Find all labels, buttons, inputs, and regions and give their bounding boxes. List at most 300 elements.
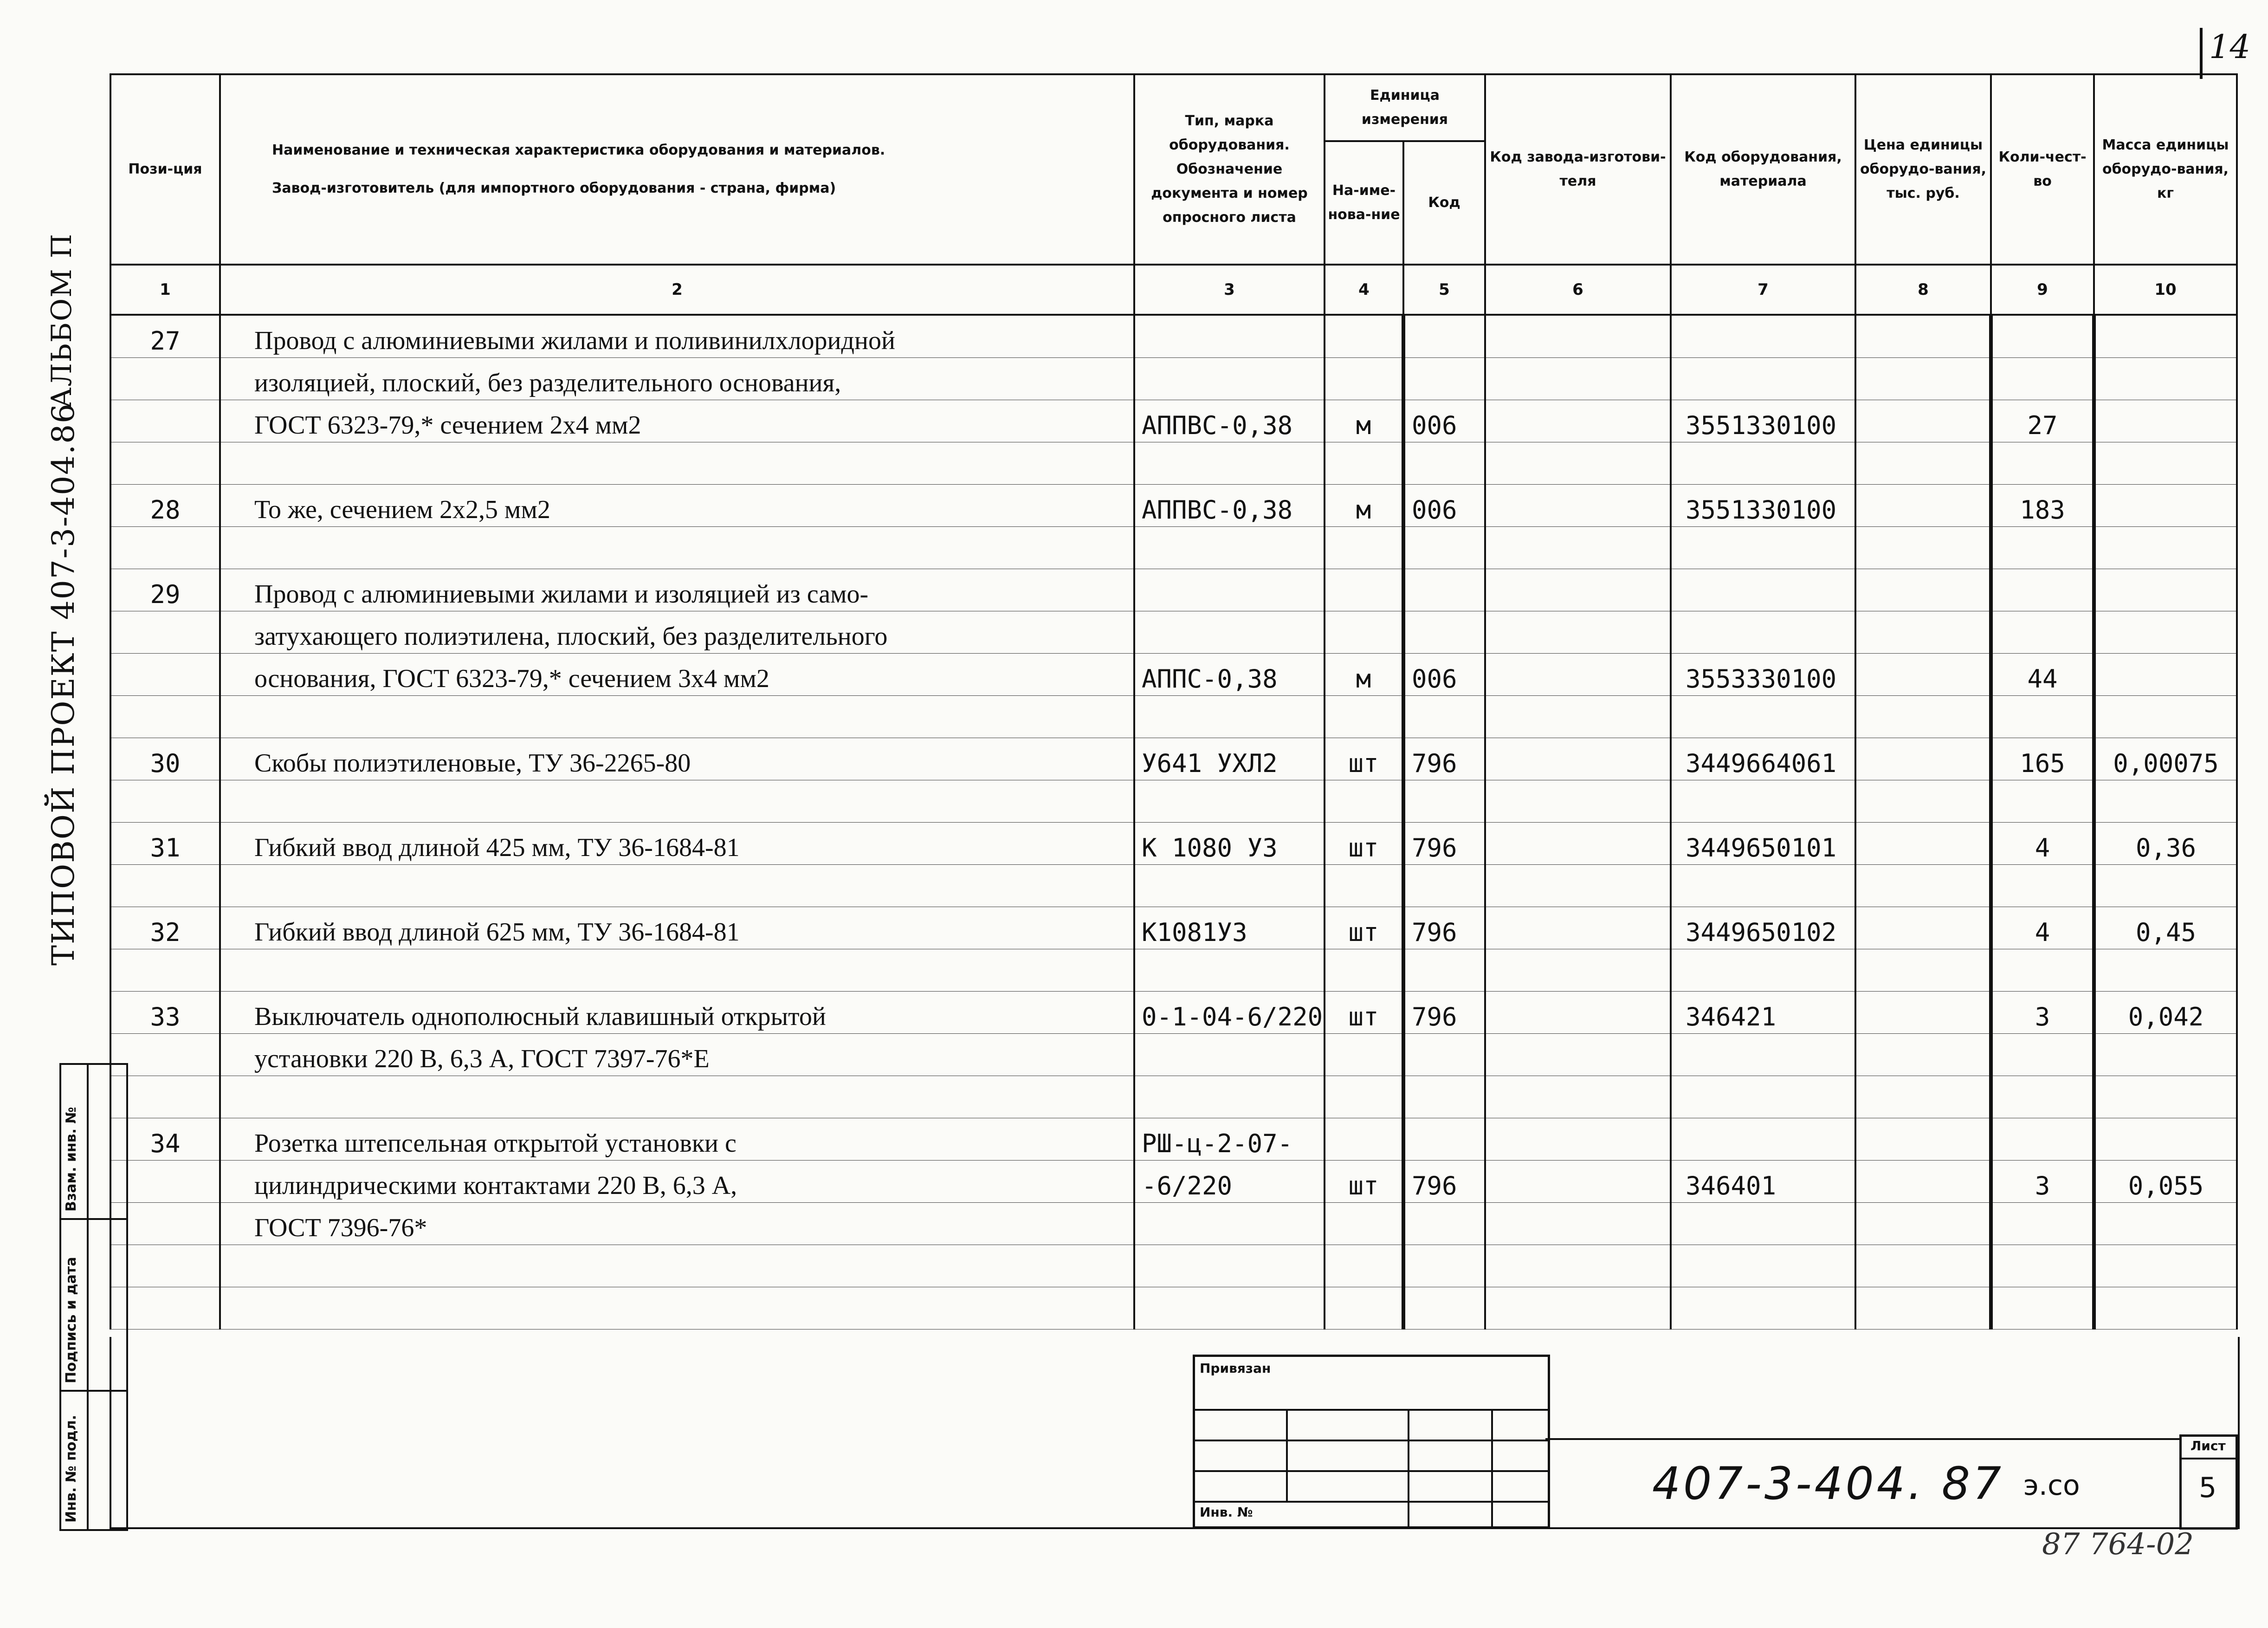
stamp-signature-label: Подпись и дата <box>63 1257 79 1383</box>
table-row <box>110 1161 2237 1203</box>
position-cell: 32 <box>110 907 220 949</box>
equipment-code-cell <box>1671 1287 1855 1330</box>
equipment-code-cell: 3449664061 <box>1671 738 1855 780</box>
position-cell <box>110 611 220 654</box>
name-cell: Провод с алюминиевыми жилами и изоляцией из само- <box>220 569 1134 611</box>
name-cell: затухающего полиэтилена, плоский, без разделительного <box>220 611 1134 654</box>
price-cell <box>1855 654 1991 696</box>
type-cell <box>1134 442 1325 485</box>
equipment-code-cell: 3551330100 <box>1671 485 1855 527</box>
unit-cell <box>1325 442 1403 485</box>
mass-cell <box>2094 1203 2237 1245</box>
table-row <box>110 738 2237 780</box>
position-cell <box>110 780 220 823</box>
type-cell <box>1134 611 1325 654</box>
factory-code-cell <box>1485 1034 1671 1076</box>
position-cell: 27 <box>110 315 220 358</box>
unit-code-cell <box>1403 949 1485 992</box>
factory-code-cell <box>1485 611 1671 654</box>
position-cell <box>110 696 220 738</box>
name-cell: То же, сечением 2х2,5 мм2 <box>220 485 1134 527</box>
position-cell: 28 <box>110 485 220 527</box>
mass-cell <box>2094 1118 2237 1161</box>
price-cell <box>1855 823 1991 865</box>
unit-code-cell <box>1403 442 1485 485</box>
sheet-code: э.со <box>2023 1469 2080 1502</box>
mass-cell: 0,00075 <box>2094 738 2237 780</box>
type-cell <box>1134 1287 1325 1330</box>
factory-code-cell <box>1485 315 1671 358</box>
position-cell <box>110 949 220 992</box>
factory-code-cell <box>1485 358 1671 400</box>
position-cell <box>110 442 220 485</box>
price-cell <box>1855 1161 1991 1203</box>
name-cell <box>220 1287 1134 1330</box>
table-row <box>110 527 2237 569</box>
column-number: 4 <box>1325 265 1403 315</box>
header-factory-code: Код завода-изготови-теля <box>1485 74 1671 265</box>
page-number-bar <box>2200 28 2203 79</box>
table-row <box>110 907 2237 949</box>
column-number: 7 <box>1671 265 1855 315</box>
column-number: 10 <box>2094 265 2237 315</box>
unit-cell <box>1325 611 1403 654</box>
position-cell <box>110 527 220 569</box>
unit-code-cell: 796 <box>1403 823 1485 865</box>
quantity-cell: 3 <box>1991 1161 2094 1203</box>
sheet-number: 5 <box>2199 1472 2217 1504</box>
quantity-cell <box>1991 696 2094 738</box>
unit-cell <box>1325 865 1403 907</box>
unit-code-cell <box>1403 611 1485 654</box>
factory-code-cell <box>1485 1161 1671 1203</box>
name-cell <box>220 780 1134 823</box>
unit-code-cell: 796 <box>1403 992 1485 1034</box>
factory-code-cell <box>1485 1245 1671 1287</box>
unit-cell: шт <box>1325 992 1403 1034</box>
unit-code-cell: 796 <box>1403 907 1485 949</box>
column-number: 2 <box>220 265 1134 315</box>
equipment-code-cell <box>1671 949 1855 992</box>
equipment-code-cell <box>1671 1118 1855 1161</box>
mass-cell: 0,055 <box>2094 1161 2237 1203</box>
album-label: АЛЬБОМ П <box>45 233 78 409</box>
header-name <box>220 74 1134 265</box>
table-row <box>110 611 2237 654</box>
quantity-cell <box>1991 611 2094 654</box>
type-cell <box>1134 780 1325 823</box>
equipment-code-cell <box>1671 442 1855 485</box>
position-cell: 31 <box>110 823 220 865</box>
quantity-cell: 165 <box>1991 738 2094 780</box>
unit-cell: м <box>1325 400 1403 442</box>
name-cell: Розетка штепсельная открытой установки с <box>220 1118 1134 1161</box>
mass-cell <box>2094 611 2237 654</box>
table-row <box>110 400 2237 442</box>
project-label: ТИПОВОЙ ПРОЕКТ 407-3-404.86 <box>45 402 81 966</box>
factory-code-cell <box>1485 527 1671 569</box>
equipment-code-cell <box>1671 358 1855 400</box>
sheet-box-divider <box>2179 1458 2236 1459</box>
column-number: 6 <box>1485 265 1671 315</box>
name-cell: Гибкий ввод длиной 425 мм, ТУ 36-1684-81 <box>220 823 1134 865</box>
table-row <box>110 315 2237 358</box>
unit-code-cell <box>1403 696 1485 738</box>
unit-code-cell <box>1403 1076 1485 1118</box>
position-cell <box>110 865 220 907</box>
type-cell <box>1134 358 1325 400</box>
name-cell: Выключатель однополюсный клавишный открытой <box>220 992 1134 1034</box>
table-row <box>110 949 2237 992</box>
equipment-code-cell <box>1671 1245 1855 1287</box>
type-cell: АППВС-0,38 <box>1134 400 1325 442</box>
type-cell <box>1134 527 1325 569</box>
unit-cell <box>1325 527 1403 569</box>
unit-code-cell: 006 <box>1403 654 1485 696</box>
header-unit-code: Код <box>1403 141 1485 265</box>
quantity-cell <box>1991 1245 2094 1287</box>
mass-cell <box>2094 1034 2237 1076</box>
unit-cell <box>1325 1034 1403 1076</box>
unit-code-cell <box>1403 358 1485 400</box>
unit-cell: шт <box>1325 738 1403 780</box>
price-cell <box>1855 907 1991 949</box>
quantity-cell <box>1991 1034 2094 1076</box>
factory-code-cell <box>1485 992 1671 1034</box>
table-row <box>110 1203 2237 1245</box>
unit-cell: шт <box>1325 907 1403 949</box>
equipment-code-cell <box>1671 569 1855 611</box>
factory-code-cell <box>1485 654 1671 696</box>
header-unit: Единица измерения <box>1325 74 1485 141</box>
quantity-cell <box>1991 315 2094 358</box>
name-cell <box>220 696 1134 738</box>
unit-code-cell <box>1403 1034 1485 1076</box>
table-row <box>110 1076 2237 1118</box>
quantity-cell: 4 <box>1991 907 2094 949</box>
table-row <box>110 442 2237 485</box>
table-row <box>110 654 2237 696</box>
factory-code-cell <box>1485 738 1671 780</box>
unit-cell <box>1325 315 1403 358</box>
table-row <box>110 865 2237 907</box>
factory-code-cell <box>1485 696 1671 738</box>
price-cell <box>1855 696 1991 738</box>
stamp-vzam-label: Взам. инв. № <box>63 1107 79 1212</box>
unit-cell <box>1325 1287 1403 1330</box>
specification-table <box>110 73 2238 1330</box>
column-number: 9 <box>1991 265 2094 315</box>
factory-code-cell <box>1485 907 1671 949</box>
position-cell: 34 <box>110 1118 220 1161</box>
position-cell: 33 <box>110 992 220 1034</box>
unit-cell <box>1325 696 1403 738</box>
mass-cell <box>2094 780 2237 823</box>
mass-cell <box>2094 696 2237 738</box>
sheet-label: Лист <box>2190 1438 2226 1453</box>
mass-cell <box>2094 527 2237 569</box>
equipment-code-cell <box>1671 1076 1855 1118</box>
equipment-code-cell <box>1671 696 1855 738</box>
table-row <box>110 1034 2237 1076</box>
unit-cell <box>1325 569 1403 611</box>
mass-cell <box>2094 654 2237 696</box>
header-type: Тип, марка оборудования. Обозначение документа и номер опросного листа <box>1134 74 1325 265</box>
factory-code-cell <box>1485 1118 1671 1161</box>
header-name-line2: Завод-изготовитель (для импортного оборудования - страна, фирма) <box>272 180 836 196</box>
table-row <box>110 569 2237 611</box>
column-number: 5 <box>1403 265 1485 315</box>
name-cell <box>220 527 1134 569</box>
price-cell <box>1855 442 1991 485</box>
factory-code-cell <box>1485 485 1671 527</box>
position-cell <box>110 358 220 400</box>
name-cell: ГОСТ 6323-79,* сечением 2х4 мм2 <box>220 400 1134 442</box>
name-cell <box>220 949 1134 992</box>
mass-cell <box>2094 485 2237 527</box>
privyazan-label: Привязан <box>1200 1361 1271 1376</box>
table-row <box>110 823 2237 865</box>
type-cell: 0-1-04-6/220 <box>1134 992 1325 1034</box>
type-cell <box>1134 1076 1325 1118</box>
type-cell <box>1134 1203 1325 1245</box>
unit-code-cell <box>1403 1118 1485 1161</box>
name-cell: Провод с алюминиевыми жилами и поливинилхлоридной <box>220 315 1134 358</box>
name-cell: основания, ГОСТ 6323-79,* сечением 3х4 мм2 <box>220 654 1134 696</box>
price-cell <box>1855 992 1991 1034</box>
name-cell <box>220 1076 1134 1118</box>
price-cell <box>1855 738 1991 780</box>
unit-cell: шт <box>1325 823 1403 865</box>
unit-code-cell <box>1403 865 1485 907</box>
price-cell <box>1855 611 1991 654</box>
equipment-code-cell: 3551330100 <box>1671 400 1855 442</box>
name-cell: цилиндрическими контактами 220 В, 6,3 А, <box>220 1161 1134 1203</box>
unit-cell <box>1325 949 1403 992</box>
document-number: 407-3-404. 87 <box>1652 1458 2004 1510</box>
quantity-cell <box>1991 1287 2094 1330</box>
type-cell: АППВС-0,38 <box>1134 485 1325 527</box>
position-cell <box>110 400 220 442</box>
quantity-cell: 44 <box>1991 654 2094 696</box>
factory-code-cell <box>1485 1287 1671 1330</box>
inv-no-label: Инв. № <box>1200 1505 1253 1520</box>
factory-code-cell <box>1485 780 1671 823</box>
quantity-cell <box>1991 527 2094 569</box>
equipment-code-cell <box>1671 865 1855 907</box>
quantity-cell <box>1991 1118 2094 1161</box>
price-cell <box>1855 1076 1991 1118</box>
type-cell: К1081У3 <box>1134 907 1325 949</box>
position-cell: 29 <box>110 569 220 611</box>
price-cell <box>1855 527 1991 569</box>
unit-code-cell: 796 <box>1403 738 1485 780</box>
price-cell <box>1855 315 1991 358</box>
price-cell <box>1855 780 1991 823</box>
equipment-code-cell: 3449650102 <box>1671 907 1855 949</box>
equipment-code-cell: 346401 <box>1671 1161 1855 1203</box>
unit-cell: м <box>1325 485 1403 527</box>
table-row <box>110 1118 2237 1161</box>
quantity-cell <box>1991 569 2094 611</box>
quantity-cell <box>1991 442 2094 485</box>
unit-code-cell <box>1403 1245 1485 1287</box>
price-cell <box>1855 1118 1991 1161</box>
equipment-code-cell <box>1671 611 1855 654</box>
quantity-cell <box>1991 865 2094 907</box>
mass-cell <box>2094 865 2237 907</box>
type-cell <box>1134 1245 1325 1287</box>
price-cell <box>1855 1203 1991 1245</box>
unit-cell <box>1325 1076 1403 1118</box>
title-block <box>1193 1355 1550 1529</box>
unit-cell: шт <box>1325 1161 1403 1203</box>
unit-code-cell <box>1403 315 1485 358</box>
mass-cell <box>2094 1287 2237 1330</box>
type-cell <box>1134 1034 1325 1076</box>
price-cell <box>1855 569 1991 611</box>
type-cell: АППС-0,38 <box>1134 654 1325 696</box>
unit-code-cell <box>1403 569 1485 611</box>
header-mass: Масса единицы оборудо-вания, кг <box>2094 74 2237 265</box>
unit-cell <box>1325 1118 1403 1161</box>
factory-code-cell <box>1485 865 1671 907</box>
type-cell <box>1134 949 1325 992</box>
specification-body <box>110 315 2237 1330</box>
unit-cell <box>1325 1203 1403 1245</box>
type-cell: -6/220 <box>1134 1161 1325 1203</box>
name-cell <box>220 442 1134 485</box>
mass-cell <box>2094 400 2237 442</box>
quantity-cell: 3 <box>1991 992 2094 1034</box>
name-cell: Скобы полиэтиленовые, ТУ 36-2265-80 <box>220 738 1134 780</box>
equipment-code-cell <box>1671 780 1855 823</box>
mass-cell <box>2094 442 2237 485</box>
equipment-code-cell <box>1671 315 1855 358</box>
column-number: 3 <box>1134 265 1325 315</box>
mass-cell <box>2094 949 2237 992</box>
factory-code-cell <box>1485 823 1671 865</box>
header-price: Цена единицы оборудо-вания, тыс. руб. <box>1855 74 1991 265</box>
equipment-code-cell: 3449650101 <box>1671 823 1855 865</box>
name-cell <box>220 1245 1134 1287</box>
quantity-cell <box>1991 1203 2094 1245</box>
page-number: 14 <box>2209 28 2251 66</box>
table-row <box>110 358 2237 400</box>
quantity-cell <box>1991 1076 2094 1118</box>
factory-code-cell <box>1485 400 1671 442</box>
quantity-cell <box>1991 949 2094 992</box>
price-cell <box>1855 485 1991 527</box>
name-cell: ГОСТ 7396-76* <box>220 1203 1134 1245</box>
unit-code-cell: 006 <box>1403 400 1485 442</box>
type-cell: К 1080 У3 <box>1134 823 1325 865</box>
stamp-inv-label: Инв. № подл. <box>63 1414 79 1523</box>
factory-code-cell <box>1485 1203 1671 1245</box>
type-cell <box>1134 696 1325 738</box>
table-row <box>110 1287 2237 1330</box>
table-row <box>110 485 2237 527</box>
price-cell <box>1855 1245 1991 1287</box>
quantity-cell: 4 <box>1991 823 2094 865</box>
equipment-code-cell <box>1671 527 1855 569</box>
column-number: 8 <box>1855 265 1991 315</box>
quantity-cell <box>1991 358 2094 400</box>
unit-code-cell <box>1403 1203 1485 1245</box>
unit-code-cell <box>1403 780 1485 823</box>
unit-code-cell: 796 <box>1403 1161 1485 1203</box>
mass-cell: 0,36 <box>2094 823 2237 865</box>
quantity-cell <box>1991 780 2094 823</box>
quantity-cell: 183 <box>1991 485 2094 527</box>
unit-code-cell: 006 <box>1403 485 1485 527</box>
price-cell <box>1855 1034 1991 1076</box>
column-number: 1 <box>110 265 220 315</box>
factory-code-cell <box>1485 1076 1671 1118</box>
header-quantity: Коли-чест-во <box>1991 74 2094 265</box>
price-cell <box>1855 1287 1991 1330</box>
type-cell <box>1134 569 1325 611</box>
price-cell <box>1855 358 1991 400</box>
handwritten-code: 87 764-02 <box>2042 1527 2194 1562</box>
unit-cell <box>1325 1245 1403 1287</box>
name-cell: Гибкий ввод длиной 625 мм, ТУ 36-1684-81 <box>220 907 1134 949</box>
mass-cell <box>2094 1245 2237 1287</box>
factory-code-cell <box>1485 949 1671 992</box>
quantity-cell: 27 <box>1991 400 2094 442</box>
equipment-code-cell <box>1671 1034 1855 1076</box>
unit-cell <box>1325 358 1403 400</box>
name-cell <box>220 865 1134 907</box>
mass-cell <box>2094 315 2237 358</box>
name-cell: установки 220 В, 6,3 А, ГОСТ 7397-76*Е <box>220 1034 1134 1076</box>
equipment-code-cell: 346421 <box>1671 992 1855 1034</box>
mass-cell: 0,45 <box>2094 907 2237 949</box>
header-equipment-code: Код оборудования, материала <box>1671 74 1855 265</box>
name-cell: изоляцией, плоский, без разделительного основания, <box>220 358 1134 400</box>
mass-cell <box>2094 569 2237 611</box>
header-position: Пози-ция <box>110 74 220 265</box>
header-unit-name: На-име-нова-ние <box>1325 141 1403 265</box>
table-row <box>110 1245 2237 1287</box>
price-cell <box>1855 865 1991 907</box>
unit-cell <box>1325 780 1403 823</box>
type-cell <box>1134 865 1325 907</box>
factory-code-cell <box>1485 442 1671 485</box>
equipment-code-cell: 3553330100 <box>1671 654 1855 696</box>
price-cell <box>1855 949 1991 992</box>
table-row <box>110 696 2237 738</box>
unit-code-cell <box>1403 1287 1485 1330</box>
position-cell: 30 <box>110 738 220 780</box>
unit-cell: м <box>1325 654 1403 696</box>
type-cell: У641 УХЛ2 <box>1134 738 1325 780</box>
unit-code-cell <box>1403 527 1485 569</box>
mass-cell <box>2094 358 2237 400</box>
table-row <box>110 992 2237 1034</box>
title-divider <box>1545 1438 2179 1440</box>
equipment-code-cell <box>1671 1203 1855 1245</box>
factory-code-cell <box>1485 569 1671 611</box>
mass-cell <box>2094 1076 2237 1118</box>
header-name-line1: Наименование и техническая характеристика оборудования и материалов. <box>272 142 885 158</box>
type-cell: РШ-ц-2-07- <box>1134 1118 1325 1161</box>
position-cell <box>110 654 220 696</box>
price-cell <box>1855 400 1991 442</box>
mass-cell: 0,042 <box>2094 992 2237 1034</box>
type-cell <box>1134 315 1325 358</box>
table-row <box>110 780 2237 823</box>
